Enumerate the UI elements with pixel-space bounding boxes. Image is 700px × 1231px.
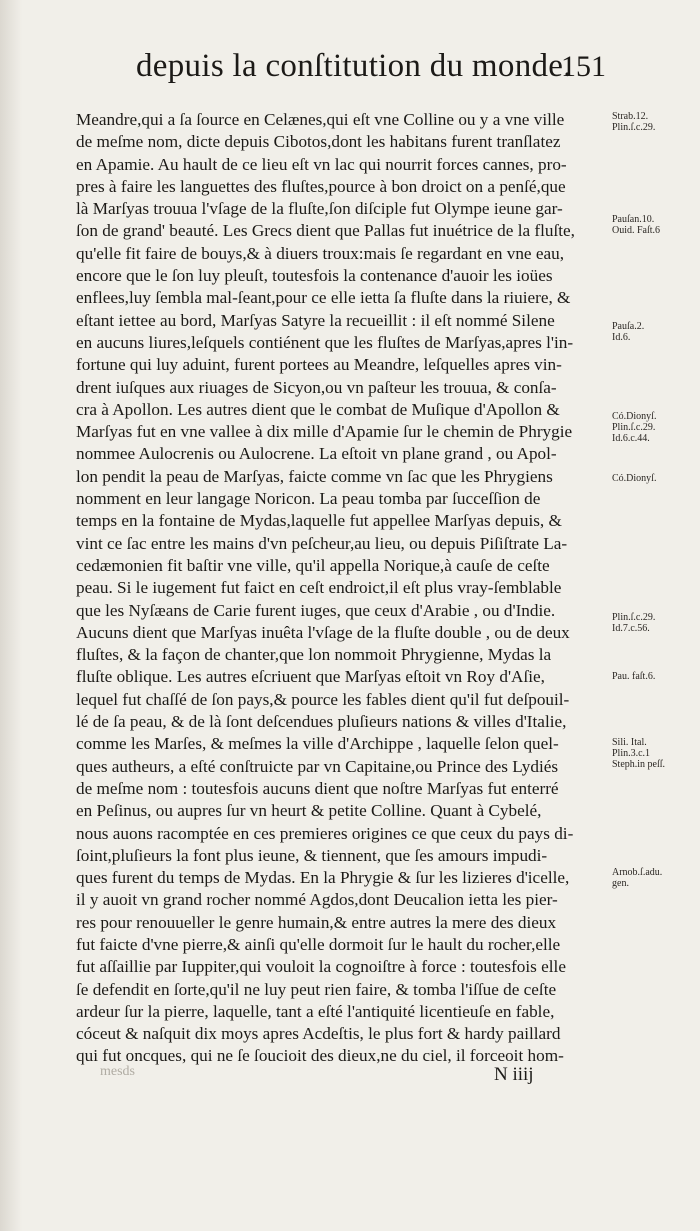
text-line: cóceut & naſquit dix moys apres Acdeſtis, le plus fort & hardy paillard bbox=[76, 1024, 561, 1044]
text-line: pres à faire les languettes des fluſtes,pource à bon droict on a penſé,que bbox=[76, 176, 566, 196]
gutter-shadow bbox=[0, 0, 22, 1231]
text-line: que les Nyſæans de Carie furent iuges, que ceux d'Arabie , ou d'Indie. bbox=[76, 600, 556, 620]
text-line: nomment en leur langage Noricon. La peau tomba par ſucceſſion de bbox=[76, 489, 541, 509]
margin-note: Strab.12. Plin.ſ.c.29. bbox=[612, 111, 656, 133]
text-line: cra à Apollon. Les autres dient que le combat de Muſique d'Apollon & bbox=[76, 399, 560, 419]
text-line: ques autheurs, a eſté conſtruicte par vn Capitaine,ou Prince des Lydiés bbox=[76, 756, 559, 776]
catchword: mesds bbox=[100, 1064, 135, 1079]
text-line: en Peſinus, ou aupres ſur vn heurt & petite Colline. Quant à Cybelé, bbox=[76, 801, 542, 821]
text-line: qui fut oncques, qui ne ſe ſoucioit des dieux,ne du ciel, il forceoit hom- bbox=[76, 1046, 564, 1066]
margin-note: Có.Dionyſ. Plin.ſ.c.29. Id.6.c.44. bbox=[612, 411, 657, 444]
text-line: Aucuns dient que Marſyas inuêta l'vſage de la fluſte double , ou de deux bbox=[76, 622, 570, 642]
text-line: là Marſyas trouua l'vſage de la fluſte,ſon diſciple fut Olympe ieune gar- bbox=[76, 199, 563, 219]
text-line: lequel fut chaſſé de ſon pays,& pource les fables dient qu'il fut deſpouil- bbox=[76, 689, 570, 709]
text-line: qu'elle fit faire de bouys,& à diuers troux:mais ſe regardant en vne eau, bbox=[76, 243, 564, 263]
text-line: comme les Marſes, & meſmes la ville d'Archippe , laquelle ſelon quel- bbox=[76, 734, 559, 754]
margin-note: Có.Dionyſ. bbox=[612, 473, 657, 484]
text-line: il y auoit vn grand rocher nommé Agdos,dont Deucalion ietta les pier- bbox=[76, 890, 558, 910]
text-line: fortune qui luy aduint, furent portees au Meandre, leſquelles apres vin- bbox=[76, 355, 562, 375]
text-line: drent iuſques aux riuages de Sicyon,ou vn paſteur les trouua, & conſa- bbox=[76, 377, 557, 397]
margin-note: Pauſan.10. Ouid. Faſt.6 bbox=[612, 214, 661, 236]
text-line: enflees,luy ſembla mal-ſeant,pour ce elle ietta ſa fluſte dans la riuiere, & bbox=[76, 288, 571, 308]
text-line: fut faicte d'vne pierre,& ainſi qu'elle dormoit ſur le hault du rocher,elle bbox=[76, 934, 561, 954]
text-line: nommee Aulocrenis ou Aulocrene. La eſtoit vn plane grand , ou Apol- bbox=[76, 444, 557, 464]
text-line: Meandre,qui a ſa ſource en Celænes,qui eſt vne Colline ou y a vne ville bbox=[76, 110, 565, 129]
text-line: Marſyas fut en vne vallee à dix mille d'Apamie ſur le chemin de Phrygie bbox=[76, 422, 573, 442]
text-line: fluſte oblique. Les autres eſcriuent que Marſyas eſtoit vn Roy d'Aſie, bbox=[76, 667, 545, 687]
text-line: en aucuns liures,leſquels contiénent que les fluſtes de Marſyas,apres l'in- bbox=[76, 332, 574, 352]
text-line: res pour renouueller le genre humain,& entre autres la mere des dieux bbox=[76, 912, 557, 932]
text-line: en Apamie. Au hault de ce lieu eſt vn lac qui nourrit forces cannes, pro- bbox=[76, 154, 567, 174]
text-line: vint ce ſac entre les mains d'vn peſcheur,au lieu, ou depuis Piſiſtrate La- bbox=[76, 533, 568, 553]
text-line: encore que le ſon luy pleuſt, toutesfois la contenance d'auoir les ioües bbox=[76, 266, 553, 286]
text-line: fluſtes, & la façon de chanter,que lon nommoit Phrygienne, Mydas la bbox=[76, 645, 552, 665]
text-line: ſe defendit en ſorte,qu'il ne luy peut rien faire, & tomba l'iſſue de ceſte bbox=[76, 979, 557, 999]
text-line: eſtant iettee au bord, Marſyas Satyre la recueillit : il eſt nommé Silene bbox=[76, 310, 555, 330]
text-line: ques furent du temps de Mydas. En la Phrygie & ſur les lizieres d'icelle, bbox=[76, 868, 570, 888]
text-line: lon pendit la peau de Marſyas, faicte comme vn ſac que les Phrygiens bbox=[76, 466, 553, 486]
margin-note: Pauſa.2. Id.6. bbox=[612, 321, 645, 343]
signature-mark: N iiij bbox=[494, 1064, 534, 1085]
text-line: ardeur ſur la pierre, laquelle, tant a eſté l'antiquité licentieuſe en fable, bbox=[76, 1001, 555, 1021]
text-line: lé de ſa peau, & de là ſont deſcendues pluſieurs nations & villes d'Italie, bbox=[76, 712, 567, 732]
margin-note: Arnob.ſ.adu. gen. bbox=[612, 867, 663, 889]
text-line: peau. Si le iugement fut faict en ceſt endroict,il eſt plus vray-ſemblable bbox=[76, 578, 562, 598]
text-line: de meſme nom : toutesfois aucuns dient que noſtre Marſyas fut enterré bbox=[76, 778, 559, 798]
main-text-block bbox=[76, 109, 610, 1068]
margin-note: Sili. Ital. Plin.3.c.1 Steph.in peſſ. bbox=[612, 737, 666, 770]
text-line: fut aſſaillie par Iuppiter,qui vouloit la cognoiſtre à force : toutesfois elle bbox=[76, 957, 566, 977]
text-line: cedæmonien fit baſtir vne ville, qu'il appella Norique,à cauſe de ceſte bbox=[76, 555, 550, 575]
text-line: de meſme nom, dicte depuis Cibotos,dont les habitans furent tranſlatez bbox=[76, 132, 561, 152]
page-header bbox=[136, 48, 606, 96]
running-head: depuis la conſtitution du monde. bbox=[136, 48, 572, 84]
text-line: ſoint,pluſieurs la font plus ieune, & tiennent, que ſes amours impudi- bbox=[76, 845, 548, 865]
text-line: nous auons racomptée en ces premieres origines ce que ceux du pays di- bbox=[76, 823, 574, 843]
margin-note: Pau. faſt.6. bbox=[612, 671, 656, 682]
text-line: temps en la fontaine de Mydas,laquelle fut appellee Marſyas depuis, & bbox=[76, 511, 562, 531]
page-number: 151 bbox=[561, 50, 606, 83]
margin-note: Plin.ſ.c.29. Id.7.c.56. bbox=[612, 612, 656, 634]
text-line: ſon de grand' beauté. Les Grecs dient que Pallas fut inuétrice de la fluſte, bbox=[76, 221, 575, 241]
